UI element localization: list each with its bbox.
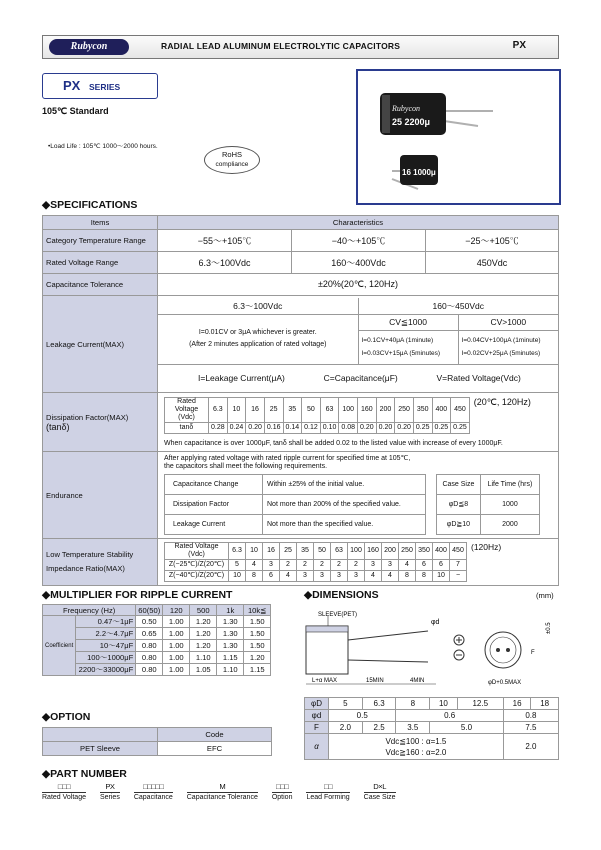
series-label: SERIES [89,82,121,92]
lt-ratio-25: 2 [348,560,365,571]
part-number-label: Case Size [363,794,396,801]
dim-phid: 0.5 [329,710,396,722]
part-number-field [187,782,258,801]
lt-ratio-25: 2 [331,560,348,571]
multiplier-value: 1.30 [217,616,244,628]
multiplier-value: 1.00 [163,664,190,676]
rated-voltage-v3: 450Vdc [426,252,559,274]
leak-cv2-1min: I=0.04CV+100μA (1minute) [461,337,541,345]
endurance-table [164,474,426,535]
lt-ratio-25: 3 [382,560,399,571]
rated-voltage-label: Rated Voltage Range [43,252,158,274]
endurance-item: Leakage Current [165,515,263,535]
dim-f-head: F [305,722,329,734]
lt-voltage: 450 [450,543,467,560]
leak-cv1-1min: I=0.1CV+40μA (1minute) [361,337,434,345]
cat-temp-label: Category Temperature Range [43,230,158,252]
life-time-2: 2000 [480,515,539,535]
lt-ratio-40: − [450,571,467,582]
df-tan-value: 0.08 [339,423,358,434]
endurance-item: Capacitance Change [165,475,263,495]
endurance-intro-1: After applying rated voltage with rated ripple current for specified time at 105℃, [164,455,411,462]
f-label: F [531,650,535,656]
lt-ratio-40: 6 [263,571,280,582]
series-name: PX [63,78,81,93]
lt-ratio-25: 4 [246,560,263,571]
part-number-symbol: M [219,782,226,791]
min15-label: 15MIN [366,678,384,684]
part-number-symbol: □□□ [276,782,289,791]
df-voltage: 25 [264,398,283,423]
lt-voltage: 200 [382,543,399,560]
frequency-value: 1k [217,605,244,616]
df-voltage: 63 [320,398,339,423]
lt-voltage: 25 [280,543,297,560]
df-tan-value: 0.20 [376,423,395,434]
cat-temp-v1: −55～+105℃ [158,230,292,252]
dim-phid-head: φd [305,710,329,722]
multiplier-value: 1.50 [244,640,271,652]
dim-phid: 0.6 [396,710,503,722]
part-number-section-title: ◆PART NUMBER [42,768,127,780]
cap-tolerance-label: Capacitance Tolerance [43,274,158,296]
multiplier-value: 1.20 [190,628,217,640]
df-voltage: 250 [395,398,414,423]
lt-ratio-40: 4 [365,571,382,582]
multiplier-section-title: ◆MULTIPLIER FOR RIPPLE CURRENT [42,589,233,601]
multiplier-value: 1.50 [244,628,271,640]
lt-ratio-40: 8 [246,571,263,582]
dimensions-section-title: ◆DIMENSIONS [304,589,379,601]
lt-voltage: 100 [348,543,365,560]
items-header: Items [43,216,158,230]
lt-ratio-40: 10 [433,571,450,582]
dim-phiD: 16 [503,698,531,710]
df-voltage: 16 [246,398,265,423]
part-number-symbol: PX [105,782,115,791]
rated-voltage-v2: 160～400Vdc [292,252,426,274]
characteristics-header: Characteristics [158,216,559,230]
multiplier-value: 1.10 [217,664,244,676]
df-tan-value: 0.28 [209,423,228,434]
length-label: L+α MAX [312,678,337,684]
leak-low-formula: I=0.01CV or 3μA whichever is greater. [198,329,317,337]
lt-ratio-40: 3 [331,571,348,582]
dimensions-table [304,697,559,760]
dimension-drawing [288,604,560,694]
df-tan-value: 0.25 [451,423,470,434]
df-tan-value: 0.12 [302,423,321,434]
lt-voltage: 400 [433,543,450,560]
part-number-field [272,782,293,801]
endurance-criterion: Not more than 200% of the specified value. [263,495,426,515]
dim-phiD: 12.5 [457,698,503,710]
rubycon-logo: Rubycon [49,39,129,55]
dim-f: 7.5 [503,722,558,734]
multiplier-value: 1.20 [190,616,217,628]
dim-phiD: 10 [430,698,458,710]
lt-ratio-25: 2 [297,560,314,571]
lt-voltage: 16 [263,543,280,560]
frequency-value: 120 [163,605,190,616]
df-tan-value: 0.14 [283,423,302,434]
part-number-symbol: □□□ [57,782,71,791]
cap2-value-text: 16 1000μ [402,168,436,177]
df-label-tan: (tanδ) [46,421,70,432]
dissipation-factor-table [164,397,470,434]
df-tan-value: 0.20 [358,423,377,434]
df-voltage: 200 [376,398,395,423]
multiplier-value: 1.15 [217,652,244,664]
frequency-value: 60(50) [136,605,163,616]
part-number-field [306,782,349,801]
dim-phiD: 5 [329,698,363,710]
df-voltage: 160 [358,398,377,423]
df-note: When capacitance is over 1000μF, tanδ shall be added 0.02 to the listed value with increase of every 1000μF. [164,440,503,447]
endurance-label: Endurance [43,452,158,539]
lt-ratio-25: 3 [263,560,280,571]
option-code: EFC [158,742,272,756]
dim-unit: (mm) [536,591,554,600]
lt-ratio-40: 10 [229,571,246,582]
multiplier-value: 0.80 [136,640,163,652]
lt-voltage: 350 [416,543,433,560]
leakage-label: Leakage Current(MAX) [43,296,158,393]
specifications-table [42,215,559,586]
spec-section-title: ◆SPECIFICATIONS [42,199,138,211]
leak-cv1-head: CV≦1000 [358,314,458,330]
leak-low-head: 6.3～100Vdc [158,298,358,315]
series-box [42,73,158,99]
capacitance-range: 10～47μF [76,640,136,652]
df-label: Dissipation Factor(MAX) [46,412,129,422]
lt-voltage: 10 [246,543,263,560]
lt-ratio-25: 5 [229,560,246,571]
cap-tolerance-value: ±20%(20℃, 120Hz) [158,274,559,296]
min4-label: 4MIN [410,678,425,684]
leak-low-note: (After 2 minutes application of rated voltage) [189,341,327,349]
lt-ratio-25: 2 [280,560,297,571]
lt-ratio-40: 3 [297,571,314,582]
endurance-criterion: Within ±25% of the initial value. [263,475,426,495]
load-life-text: •Load Life : 105℃ 1000～2000 hours. [48,143,158,150]
lt-ratio-25: 6 [433,560,450,571]
endurance-intro-2: the capacitors shall meet the following requirements. [164,463,328,470]
cap1-value-text: 25 2200μ [392,117,431,127]
part-number-label: Series [99,794,120,801]
cat-temp-v2: −40～+105℃ [292,230,426,252]
lt-ratio-40: 4 [382,571,399,582]
dim-f: 2.5 [362,722,396,734]
capacitor-photo-illustration [358,71,559,203]
df-voltage: 100 [339,398,358,423]
multiplier-value: 1.50 [244,616,271,628]
multiplier-value: 1.20 [190,640,217,652]
lt-condition: (120Hz) [471,542,502,552]
part-number-symbol: □□□□□ [143,782,164,791]
lt-voltage: 160 [365,543,382,560]
frequency-head: Frequency (Hz) [43,605,136,616]
df-tan-value: 0.20 [246,423,265,434]
dim-f: 5.0 [430,722,504,734]
multiplier-value: 0.65 [136,628,163,640]
coefficient-label: Coefficient [43,616,76,676]
df-tan-value: 0.24 [227,423,246,434]
rohs-line1: RoHS [221,150,242,159]
part-number-label: Option [271,794,293,801]
multiplier-value: 1.10 [190,652,217,664]
lt-ratio-25: 2 [314,560,331,571]
leak-cv2-5min: I=0.02CV+25μA (5minutes) [461,350,541,358]
capacitance-range: 0.47～1μF [76,616,136,628]
df-voltage: 35 [283,398,302,423]
dim-f: 3.5 [396,722,430,734]
df-voltage: 10 [227,398,246,423]
lt-voltage: 6.3 [229,543,246,560]
lt-ratio-25: 3 [365,560,382,571]
capacitance-range: 2200～33000μF [76,664,136,676]
df-rv-head: Rated Voltage (Vdc) [165,398,209,423]
lt-ratio-40: 8 [399,571,416,582]
multiplier-value: 1.20 [244,652,271,664]
df-voltage: 400 [432,398,451,423]
dim-phiD: 18 [531,698,559,710]
frequency-value: 10k≦ [244,605,271,616]
case-size-head: Case Size [437,475,481,495]
lt-ratio-40: 3 [314,571,331,582]
impedance-ratio-table [164,542,467,582]
endurance-criterion: Not more than the specified value. [263,515,426,535]
lt-ratio-25: 4 [399,560,416,571]
dim-phiD-head: φD [305,698,329,710]
part-number-label: Capacitance [133,794,173,801]
df-tan-value: 0.25 [432,423,451,434]
df-condition: (20℃, 120Hz) [473,397,531,407]
series-code: PX [512,40,526,51]
multiplier-value: 1.00 [163,616,190,628]
multiplier-value: 1.30 [217,628,244,640]
multiplier-value: 1.00 [163,652,190,664]
case-size-1: φD≦8 [437,495,481,515]
dim-alpha-high: Vdc≧160 : α=2.0 [385,747,447,757]
case-size-2: φD≧10 [437,515,481,535]
multiplier-value: 0.80 [136,664,163,676]
capacitance-range: 2.2～4.7μF [76,628,136,640]
df-tan-value: 0.10 [320,423,339,434]
lt-voltage: 50 [314,543,331,560]
lt-ratio-25: 6 [416,560,433,571]
lt-voltage: 63 [331,543,348,560]
multiplier-value: 1.30 [217,640,244,652]
option-table [42,727,272,756]
lt-r1-head: Z(−25℃)/Z(20℃) [165,560,229,571]
lt-ratio-40: 4 [280,571,297,582]
part-number-label: Rated Voltage [42,794,86,801]
frequency-value: 500 [190,605,217,616]
option-item: PET Sleeve [43,742,158,756]
part-number-label: Capacitance Tolerance [186,794,258,801]
leak-high-head: 160～450Vdc [358,298,558,315]
dim-phiD: 6.3 [362,698,396,710]
option-section-title: ◆OPTION [42,711,91,723]
df-tan-value: 0.25 [413,423,432,434]
legend-voltage: V=Rated Voltage(Vdc) [436,372,521,383]
part-number-field [134,782,173,801]
rated-voltage-v1: 6.3～100Vdc [158,252,292,274]
legend-leakage: I=Leakage Current(μA) [198,372,285,383]
df-tan-value: 0.16 [264,423,283,434]
diameter-label: φD+0.5MAX [488,680,522,686]
header-bar [42,35,559,59]
df-tan-value: 0.20 [395,423,414,434]
part-number-row [42,782,396,801]
cat-temp-v3: −25～+105℃ [426,230,559,252]
lead-dia-label: φd [431,619,440,626]
dim-alpha-head: α [305,734,329,760]
multiplier-value: 1.05 [190,664,217,676]
leakage-subtable [158,298,558,391]
part-number-field [100,782,120,801]
tolerance-label: ±0.5 [546,622,552,634]
part-number-label: Lead Forming [306,794,350,801]
multiplier-value: 0.80 [136,652,163,664]
multiplier-value: 0.50 [136,616,163,628]
dim-f: 2.0 [329,722,363,734]
lt-voltage: 35 [297,543,314,560]
df-voltage: 350 [413,398,432,423]
part-number-field [42,782,86,801]
rohs-line2: compliance [215,161,249,168]
legend-capacitance: C=Capacitance(μF) [323,372,398,383]
df-voltage: 450 [451,398,470,423]
lt-rv-head: Rated Voltage (Vdc) [165,543,229,560]
option-code-head: Code [158,728,272,742]
part-number-symbol: □□ [323,782,333,791]
rohs-badge [204,146,260,174]
lt-r2-head: Z(−40℃)/Z(20℃) [165,571,229,582]
df-tan-head: tanδ [165,423,209,434]
ripple-multiplier-table [42,604,271,676]
lt-voltage: 250 [399,543,416,560]
capacitance-range: 100～1000μF [76,652,136,664]
lowtemp-label-2: Impedance Ratio(MAX) [46,564,125,573]
leak-cv2-head: CV>1000 [458,314,558,330]
multiplier-value: 1.00 [163,628,190,640]
life-time-1: 1000 [480,495,539,515]
life-time-table [436,474,540,535]
dim-phiD: 8 [396,698,430,710]
dim-alpha-value: 2.0 [503,734,558,760]
product-photo [356,69,561,205]
cap1-brand-text: Rubycon [392,104,420,113]
lt-ratio-40: 8 [416,571,433,582]
df-voltage: 6.3 [209,398,228,423]
multiplier-value: 1.15 [244,664,271,676]
dim-phid: 0.8 [503,710,558,722]
lt-ratio-40: 3 [348,571,365,582]
lowtemp-label-1: Low Temperature Stability [46,550,134,559]
sleeve-label: SLEEVE(PET) [318,612,358,618]
part-number-symbol: D×L [373,782,386,791]
life-time-head: Life Time (hrs) [480,475,539,495]
lt-ratio-25: 7 [450,560,467,571]
dim-alpha-low: Vdc≦100 : α=1.5 [385,736,447,746]
document-title: RADIAL LEAD ALUMINUM ELECTROLYTIC CAPACITORS [161,41,401,51]
part-number-field [364,782,396,801]
endurance-item: Dissipation Factor [165,495,263,515]
df-voltage: 50 [302,398,321,423]
multiplier-value: 1.00 [163,640,190,652]
standard-text: 105℃ Standard [42,106,109,116]
leak-cv1-5min: I=0.03CV+15μA (5minutes) [361,350,441,358]
